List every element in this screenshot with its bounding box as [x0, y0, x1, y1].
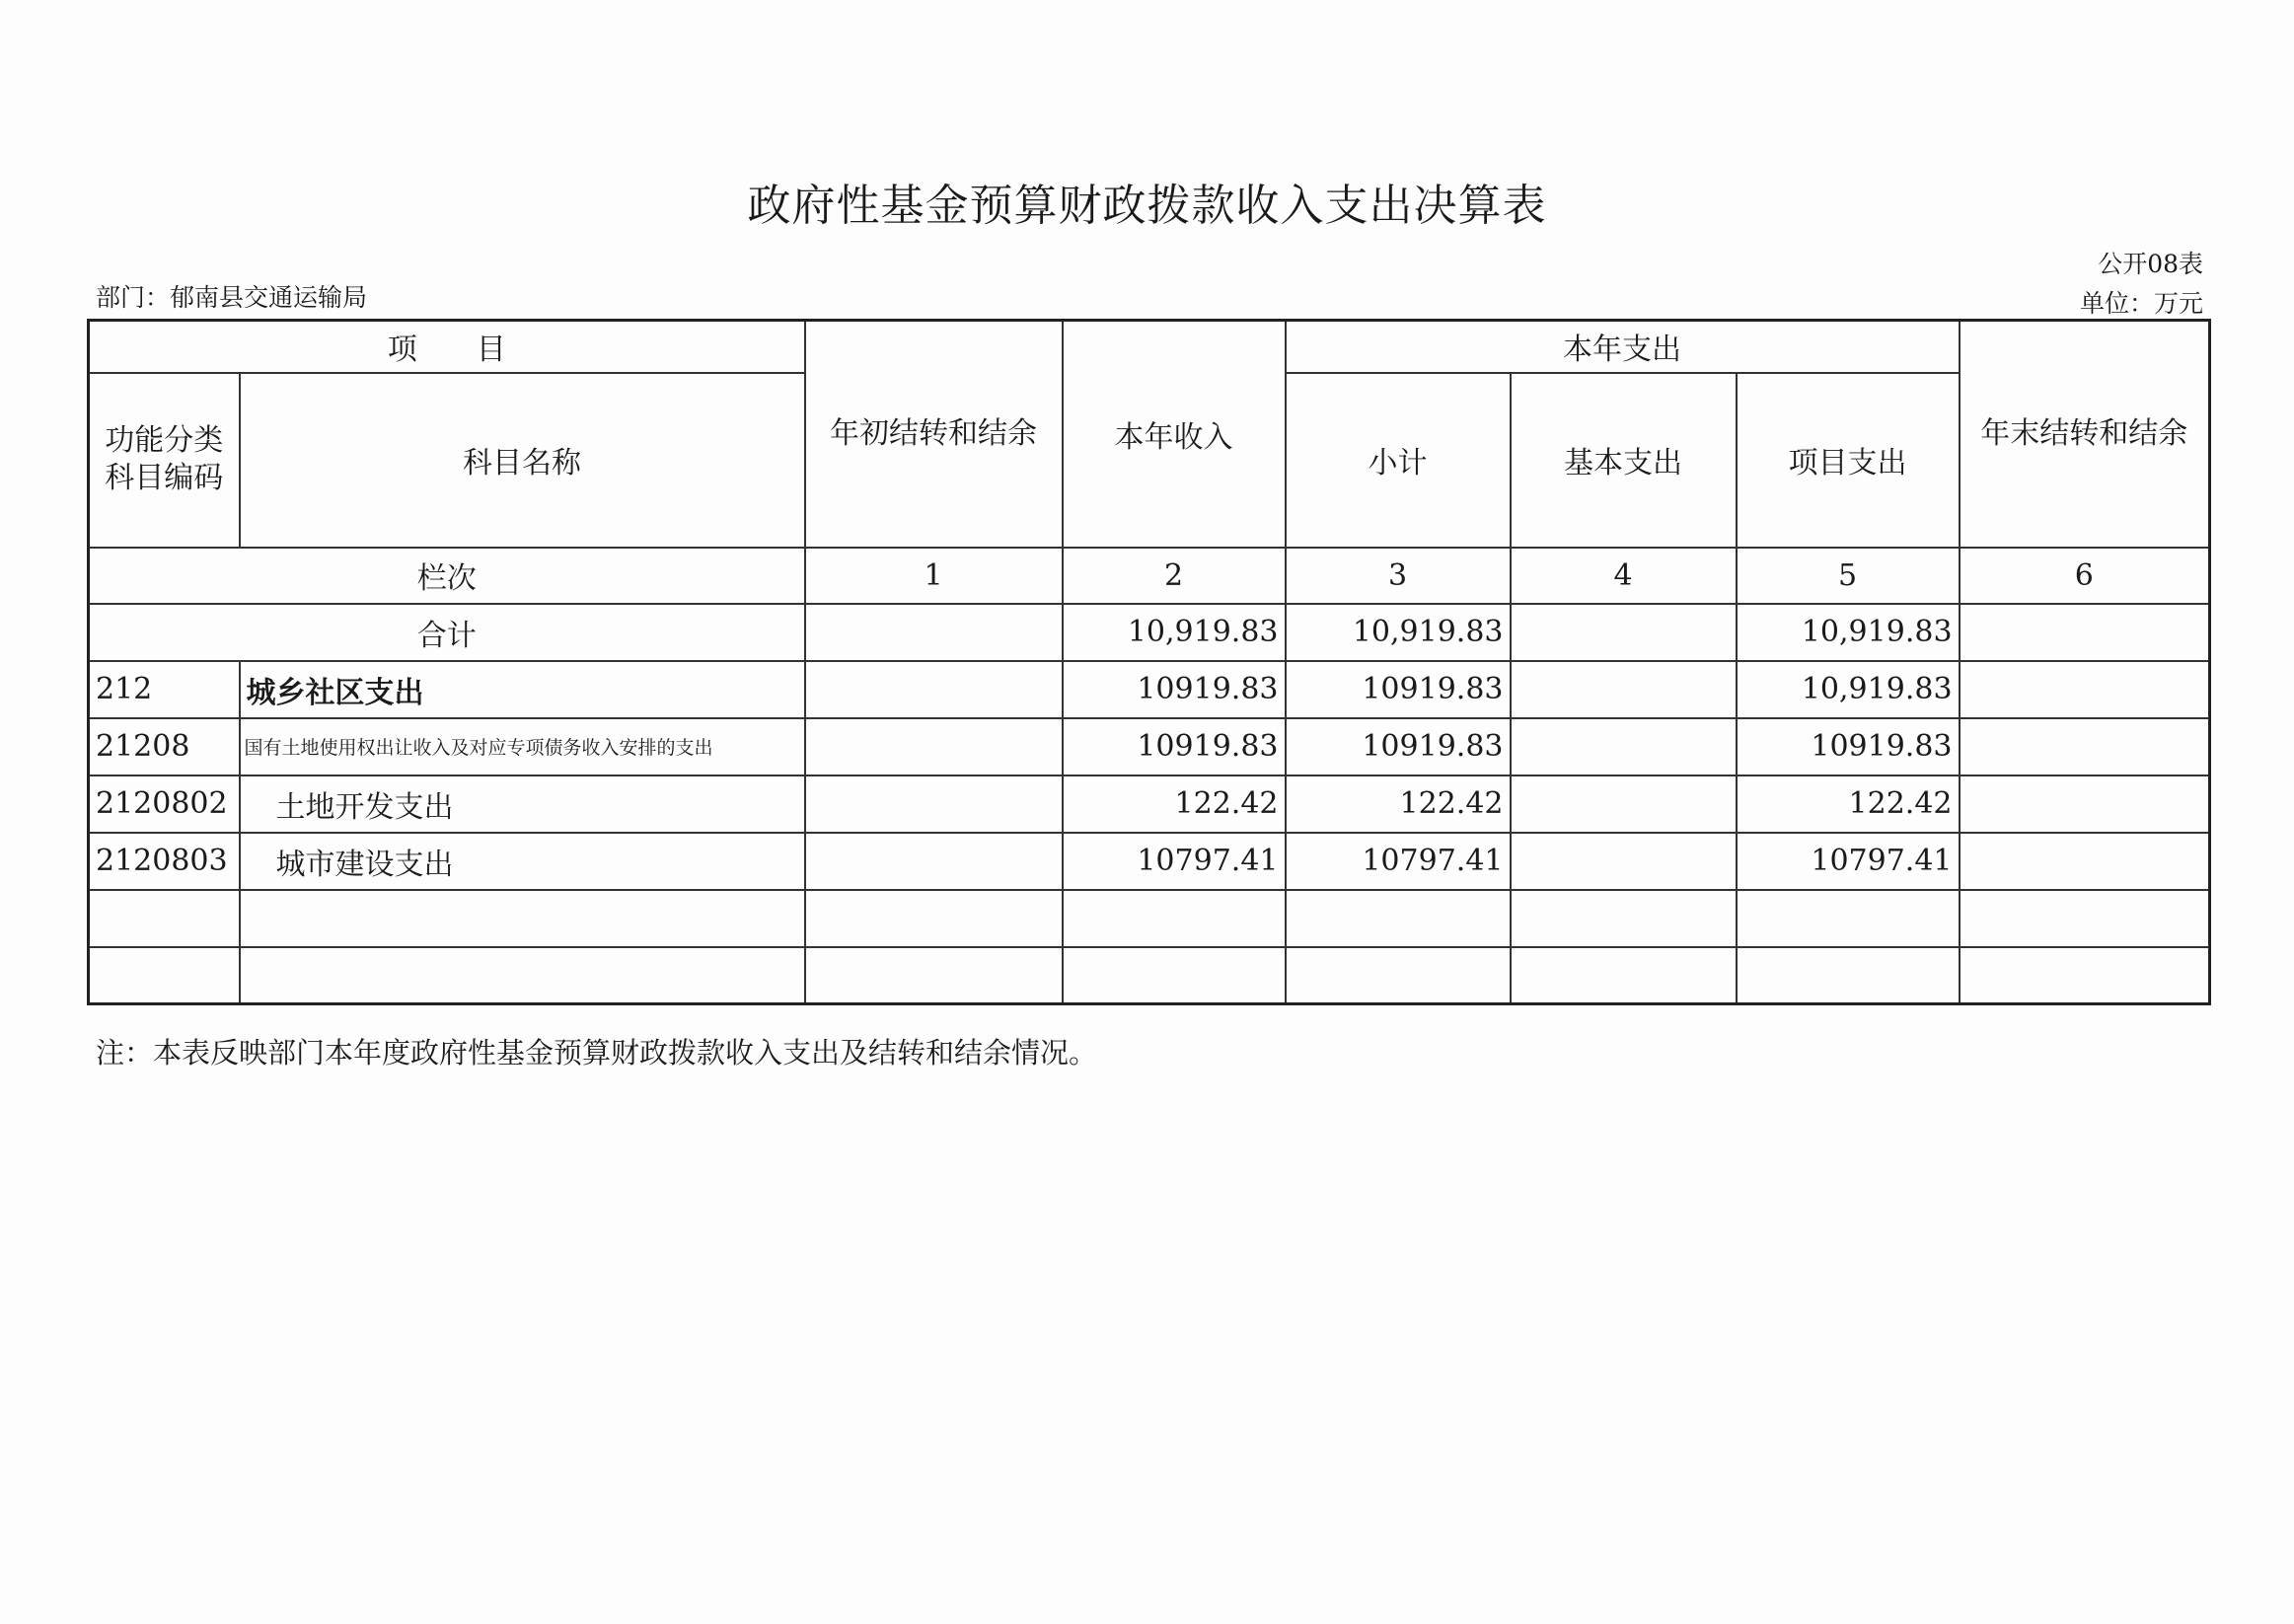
- column-index-3: 3: [1286, 548, 1511, 604]
- row-code: 2120803: [89, 833, 240, 890]
- row-name: 城乡社区支出: [240, 661, 805, 718]
- column-index-1: 1: [805, 548, 1063, 604]
- total-project: 10,919.83: [1737, 604, 1960, 661]
- row-name: 土地开发支出: [240, 775, 805, 833]
- row-basic: [1511, 661, 1737, 718]
- row-begin-balance: [805, 661, 1063, 718]
- total-row: [89, 604, 2210, 661]
- header-row-1: [89, 321, 2210, 373]
- total-label: 合计: [89, 604, 805, 661]
- table-note: 注：本表反映部门本年度政府性基金预算财政拨款收入支出及结转和结余情况。: [96, 1036, 1098, 1070]
- row-end-balance: [1960, 833, 2210, 890]
- row-project: 10,919.83: [1737, 661, 1960, 718]
- unit-label: 单位：万元: [2079, 289, 2203, 318]
- row-code: 212: [89, 661, 240, 718]
- column-index-row: [89, 548, 2210, 604]
- row-income: 122.42: [1063, 775, 1286, 833]
- empty-row: [89, 890, 2210, 947]
- row-begin-balance: [805, 775, 1063, 833]
- row-basic: [1511, 775, 1737, 833]
- row-income: 10919.83: [1063, 661, 1286, 718]
- row-begin-balance: [805, 833, 1063, 890]
- budget-table: [87, 319, 2211, 1005]
- column-index-6: 6: [1960, 548, 2210, 604]
- form-number: 公开08表: [2098, 250, 2203, 278]
- row-end-balance: [1960, 775, 2210, 833]
- row-income: 10919.83: [1063, 718, 1286, 775]
- row-subtotal: 122.42: [1286, 775, 1511, 833]
- header-item: 项 目: [89, 321, 805, 373]
- header-expenditure: 本年支出: [1286, 321, 1960, 373]
- header-basic: 基本支出: [1511, 373, 1737, 548]
- header-begin-balance: 年初结转和结余: [805, 321, 1063, 548]
- total-subtotal: 10,919.83: [1286, 604, 1511, 661]
- row-end-balance: [1960, 661, 2210, 718]
- row-code: 21208: [89, 718, 240, 775]
- total-basic: [1511, 604, 1737, 661]
- total-income: 10,919.83: [1063, 604, 1286, 661]
- row-name: 城市建设支出: [240, 833, 805, 890]
- column-index-5: 5: [1737, 548, 1960, 604]
- row-project: 10797.41: [1737, 833, 1960, 890]
- header-end-balance: 年末结转和结余: [1960, 321, 2210, 548]
- table-row: [89, 718, 2210, 775]
- row-end-balance: [1960, 718, 2210, 775]
- header-name: 科目名称: [240, 373, 805, 548]
- row-project: 10919.83: [1737, 718, 1960, 775]
- header-code: 功能分类科目编码: [89, 373, 240, 548]
- empty-row: [89, 947, 2210, 1004]
- row-income: 10797.41: [1063, 833, 1286, 890]
- page-title: 政府性基金预算财政拨款收入支出决算表: [747, 181, 1547, 231]
- column-index-label: 栏次: [89, 548, 805, 604]
- row-subtotal: 10919.83: [1286, 718, 1511, 775]
- row-basic: [1511, 718, 1737, 775]
- row-project: 122.42: [1737, 775, 1960, 833]
- column-index-2: 2: [1063, 548, 1286, 604]
- header-income: 本年收入: [1063, 321, 1286, 548]
- row-basic: [1511, 833, 1737, 890]
- row-code: 2120802: [89, 775, 240, 833]
- table-row: [89, 775, 2210, 833]
- table-row: [89, 661, 2210, 718]
- department-label: 部门：郁南县交通运输局: [96, 283, 368, 312]
- header-project: 项目支出: [1737, 373, 1960, 548]
- total-end-balance: [1960, 604, 2210, 661]
- row-begin-balance: [805, 718, 1063, 775]
- row-subtotal: 10919.83: [1286, 661, 1511, 718]
- row-name: 国有土地使用权出让收入及对应专项债务收入安排的支出: [240, 718, 805, 775]
- table-row: [89, 833, 2210, 890]
- total-begin-balance: [805, 604, 1063, 661]
- column-index-4: 4: [1511, 548, 1737, 604]
- row-subtotal: 10797.41: [1286, 833, 1511, 890]
- header-subtotal: 小计: [1286, 373, 1511, 548]
